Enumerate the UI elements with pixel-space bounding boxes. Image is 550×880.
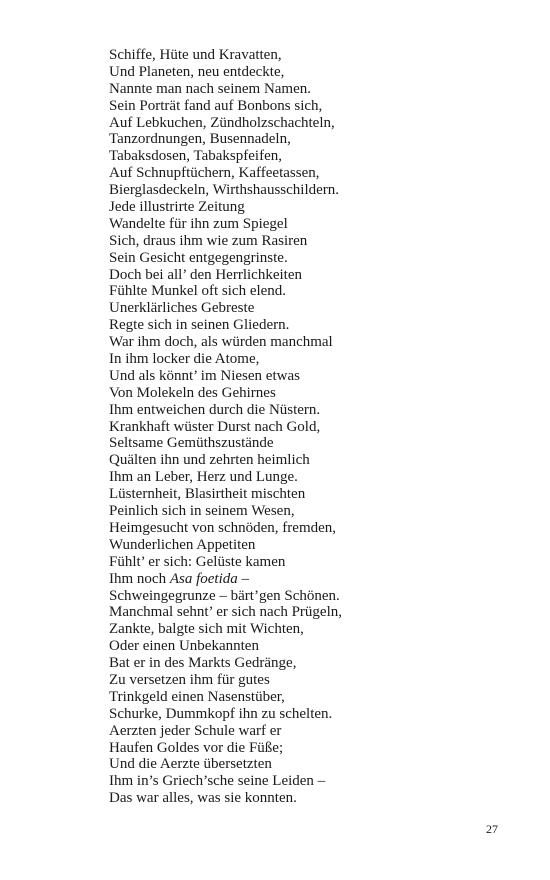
- poem-line: [109, 469, 342, 486]
- poem-line: [109, 756, 342, 773]
- poem-line-text: Von Molekeln des Gehirnes: [109, 384, 276, 401]
- poem-line-text: Bierglasdeckeln, Wirthshausschildern.: [109, 182, 340, 199]
- poem-line: [109, 706, 342, 723]
- poem-line-text: Wunderlichen Appetiten: [109, 536, 256, 553]
- poem-line-text: Schiffe, Hüte und Kravatten,: [109, 47, 282, 63]
- poem-line: [109, 621, 342, 638]
- poem-line-text: Ihm in’s Griech’sche seine Leiden –: [109, 773, 326, 790]
- poem-line-text: Ihm noch: [109, 570, 170, 587]
- poem-line: [109, 216, 342, 233]
- poem-line: [109, 571, 342, 588]
- poem-line: [109, 385, 342, 402]
- poem-line-text: Heimgesucht von schnöden, fremden,: [109, 519, 337, 536]
- poem-line: [109, 115, 342, 132]
- poem-line: [109, 283, 342, 300]
- poem-line-text: Lüsternheit, Blasirtheit mischten: [109, 486, 306, 503]
- poem-line: [109, 148, 342, 165]
- poem-line: [109, 503, 342, 520]
- poem-line-text: Quälten ihn und zehrten heimlich: [109, 452, 310, 469]
- poem-line-text: Unerklärliches Gebreste: [109, 300, 255, 317]
- poem-line-text: Fühlt’ er sich: Gelüste kamen: [109, 553, 286, 570]
- poem-line-text-after: –: [237, 570, 249, 587]
- poem-line: [109, 267, 342, 284]
- poem-line: [109, 233, 342, 250]
- poem-line-text: Schurke, Dummkopf ihn zu schelten.: [109, 705, 333, 722]
- poem-line: [109, 98, 342, 115]
- poem-line: [109, 81, 342, 98]
- poem-line-text: Bat er in des Markts Gedränge,: [109, 655, 297, 672]
- poem-line-text: Regte sich in seinen Gliedern.: [109, 317, 290, 334]
- poem-line: [109, 520, 342, 537]
- poem-line: [109, 300, 342, 317]
- poem-line-text: Zu versetzen ihm für gutes: [109, 671, 270, 688]
- poem-line-text: Wandelte für ihn zum Spiegel: [109, 215, 288, 232]
- poem-line: [109, 689, 342, 706]
- poem-line: [109, 47, 342, 64]
- poem-line: [109, 131, 342, 148]
- poem-line: [109, 250, 342, 267]
- poem-line: [109, 790, 342, 807]
- poem-line-italic: Asa foetida: [169, 570, 238, 587]
- poem-line-text: Peinlich sich in seinem Wesen,: [109, 503, 295, 520]
- poem-line: [109, 723, 342, 740]
- poem-line: [109, 182, 342, 199]
- poem-line-text: Das war alles, was sie konnten.: [109, 790, 297, 807]
- poem-line: [109, 334, 342, 351]
- page-number: 27: [486, 822, 498, 836]
- poem-line: [109, 554, 342, 571]
- poem-line-text: Seltsame Gemüthszustände: [109, 435, 274, 452]
- poem-line-text: War ihm doch, als würden manchmal: [109, 334, 333, 351]
- poem-line-text: Krankhaft wüster Durst nach Gold,: [109, 418, 321, 435]
- poem-line-text: Trinkgeld einen Nasenstüber,: [109, 688, 285, 705]
- poem-line-text: Und Planeten, neu entdeckte,: [109, 63, 285, 80]
- poem-line: [109, 419, 342, 436]
- poem-line-text: Tanzordnungen, Busennadeln,: [109, 131, 291, 148]
- poem-line-text: Und die Aerzte übersetzten: [109, 756, 272, 773]
- poem-line-text: Doch bei all’ den Herrlichkeiten: [109, 266, 302, 283]
- poem-line: [109, 537, 342, 554]
- poem-line-text: Auf Lebkuchen, Zündholzschachteln,: [109, 114, 335, 131]
- poem-line-text: Sich, draus ihm wie zum Rasiren: [109, 232, 308, 249]
- poem-line: [109, 773, 342, 790]
- poem-line: [109, 486, 342, 503]
- poem-line: [109, 317, 342, 334]
- poem-line-text: Aerzten jeder Schule warf er: [109, 722, 282, 739]
- poem-line: [109, 165, 342, 182]
- poem-line: [109, 604, 342, 621]
- poem-text: [109, 47, 342, 807]
- poem-line-text: Und als könnt’ im Niesen etwas: [109, 367, 300, 384]
- poem-line: [109, 64, 342, 81]
- poem-line: [109, 588, 342, 605]
- poem-line-text: Ihm an Leber, Herz und Lunge.: [109, 469, 298, 486]
- poem-line-text: Sein Porträt fand auf Bonbons sich,: [109, 97, 323, 114]
- poem-line: [109, 740, 342, 757]
- poem-line-text: Jede illustrirte Zeitung: [109, 199, 245, 216]
- poem-line: [109, 452, 342, 469]
- poem-line-text: In ihm locker die Atome,: [109, 351, 260, 368]
- poem-line: [109, 351, 342, 368]
- poem-line-text: Fühlte Munkel oft sich elend.: [109, 283, 287, 300]
- poem-line: [109, 368, 342, 385]
- poem-line: [109, 402, 342, 419]
- poem-line-text: Schweingegrunze – bärt’gen Schönen.: [109, 587, 340, 604]
- poem-line-text: Zankte, balgte sich mit Wichten,: [109, 621, 304, 638]
- poem-line: [109, 638, 342, 655]
- poem-line: [109, 199, 342, 216]
- poem-line: [109, 655, 342, 672]
- poem-line: [109, 435, 342, 452]
- poem-line-text: Tabaksdosen, Tabakspfeifen,: [109, 148, 282, 165]
- poem-line-text: Sein Gesicht entgegengrinste.: [109, 249, 288, 266]
- poem-line-text: Oder einen Unbekannten: [109, 638, 259, 655]
- poem-line-text: Auf Schnupftüchern, Kaffeetassen,: [109, 165, 320, 182]
- poem-line: [109, 672, 342, 689]
- poem-line-text: Nannte man nach seinem Namen.: [109, 80, 312, 97]
- poem-line-text: Manchmal sehnt’ er sich nach Prügeln,: [109, 604, 342, 621]
- poem-line-text: Ihm entweichen durch die Nüstern.: [109, 401, 321, 418]
- poem-line-text: Haufen Goldes vor die Füße;: [109, 739, 284, 756]
